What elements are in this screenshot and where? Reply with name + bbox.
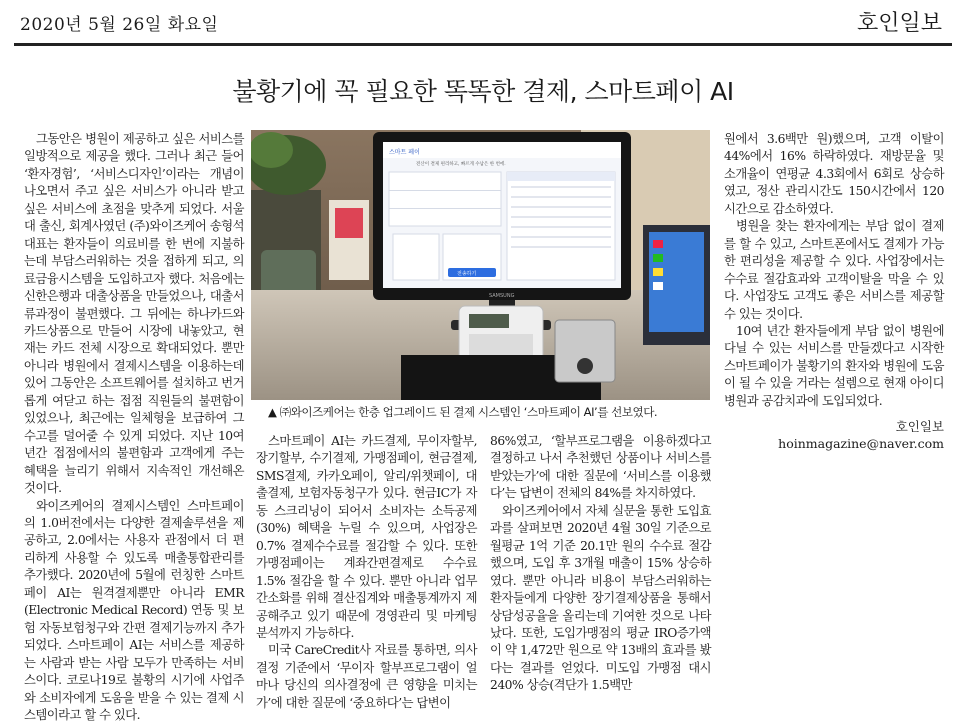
article-column-1 <box>24 131 244 724</box>
paragraph: 와이즈케어에서 자체 실문을 통한 도입효과를 살펴보면 2020년 4월 30일 기준으로 월평균 1억 기준 20.1만 원의 수수료 절감했으며, 도입 후 3개월 매출이 15% 상승하였다. 뿐만 아니라 비용이 부담스러워하는 환자들에게 다양한 장기결제상품을 통해서 상담성공율을 올리는데 기여한 것으로 나타났다. 또한, 도입가맹점의 평균 IRO증가액이 약 1,472만 원으로 약 13배의 효과를 봤다는 결과를 얻었다. 미도입 가맹점 대시 240% 상승(격단가 1.5백만 <box>490 503 711 693</box>
paragraph: 그동안은 병원이 제공하고 싶은 서비스를 일방적으로 제공을 했다. 그러나 최근 들어 ‘환자경험’, ‘서비스디자인’이라는 개념이 나오면서 주고 싶은 서비스가 아니라 받고 싶은 서비스에 초점을 맞추게 되었다. 서울대 출신, 회계사였던 (주)와이즈케어 송형석 대표는 환자들이 의료비를 한 번에 지불하는데 부담스러워하는 것을 접하게 되고, 의료금융시스템을 도입하고자 했다. 처음에는 신한은행과 대출상품을 만들었으나, 대출서류과정이 불편했다. 그 뒤에는 하나카드와 카드상품으로 만들어 시장에 내놓았고, 현재는 카드 전체 시장으로 확대되었다. 뿐만 아니라 병원에서 결제시스템을 이용하는데 있어 그동안은 소프트웨어를 설치하고 번거롭게 여닫고 하는 접점 직원들의 불편함이 있었으나, 최근에는 일체형을 보급하여 그 수고를 덜어줄 수 있게 되었다. 지난 10여 년간 접점에서의 불편함과 고객에게 주는 혜택을 늘리기 위해서 지속적인 개선해온 것이다. <box>24 132 244 496</box>
publication-name: 호인일보 <box>856 11 942 36</box>
masthead-rule <box>14 43 952 46</box>
screen-notice-label: 전산이 결제 편리하고, 빠르게 수납은 한 번에. <box>416 162 506 167</box>
screen-brand-label: 스마트 페이 <box>389 149 420 156</box>
issue-date: 2020년 5월 26일 화요일 <box>20 15 219 35</box>
payment-terminal-illustration <box>251 130 710 400</box>
monitor-brand-label: SAMSUNG <box>489 293 515 299</box>
article-column-4 <box>724 131 944 410</box>
headline: 불황기에 꼭 필요한 똑똑한 결제, 스마트페이 AI <box>232 77 734 106</box>
paragraph: 원에서 3.6백만 원)했으며, 고객 이탈이 44%에서 16% 하락하였다. 재방문율 및 소개율이 연평균 4.3회에서 6회로 상승하였고, 정산 관리시간도 150시간에서 120시간으로 감소하였다. <box>724 132 944 216</box>
paragraph: 10여 년간 환자들에게 부담 없이 병원에 다닐 수 있는 서비스를 만들겠다고 시작한 스마트페이가 불황기의 환자와 병원에 도움이 될 수 있을 거라는 설렘으로 현재 아이디병원과 공감치과에 도입되었다. <box>724 323 944 408</box>
byline-email[interactable]: hoinmagazine@naver.com <box>778 436 944 451</box>
paragraph: 86%였고, ‘할부프로그램을 이용하겠다고 결정하고 나서 추천했던 상품이나 서비스를 받았는가’에 대한 질문에 ‘서비스를 이용했다’는 답변이 전체의 84%를 차지하였다. <box>490 434 711 501</box>
byline-name: 호인일보 <box>895 419 944 434</box>
article-column-2 <box>256 433 477 712</box>
article-photo <box>251 130 710 400</box>
paragraph: 스마트페이 AI는 카드결제, 무이자할부, 장기할부, 수기결제, 가맹점페이, 현금결제, SMS결제, 카카오페이, 알리/위챗페이, 대출결제, 보험자동청구가 있다. 현금IC가 자동 스크리닝이 되어서 소비자는 소득공제(30%) 혜택을 누릴 수 있으며, 사업장은 0.7% 결제수수료를 절감할 수 있다. 또한 가맹점페이는 계좌간편결제로 수수료 1.5% 절감을 할 수 있다. 뿐만 아니라 업무간소화를 위해 결산집계와 매출통계까지 제공해주고 있기 때문에 경영관리 및 마케팅 분석까지 가능하다. <box>256 434 477 640</box>
photo-caption: ▲ ㈜와이즈케어는 한층 업그레이드 된 결제 시스템인 ‘스마트페이 AI’를 선보였다. <box>268 405 658 419</box>
article-column-3 <box>490 433 711 695</box>
screen-send-button-label: 전송하기 <box>457 271 477 277</box>
paragraph: 병원을 찾는 환자에게는 부담 없이 결제를 할 수 있고, 스마트폰에서도 결제가 가능한 편리성을 제공할 수 있다. 사업장에서는 수수료 절감효과와 고객이탈을 막을 수 있다. 사업장도 고객도 좋은 서비스를 제공할 수 있는 것이다. <box>724 219 944 321</box>
masthead <box>0 0 966 44</box>
paragraph: 와이즈케어의 결제시스템인 스마트페이의 1.0버전에서는 다양한 결제솔루션을 제공하고, 2.0에서는 사용자 관점에서 더 편리하게 사용할 수 있도록 매출통합관리를 추가했다. 2020년에 5월에 런칭한 스마트페이 AI는 원격결제뿐만 아니라 EMR (Electronic Medical Record) 연동 및 보험 자동보험청구와 간편 결제기능까지 추가되었다. 스마트페이 AI는 서비스를 제공하는 사람과 받는 사람 모두가 만족하는 서비스이다. 코로나19로 불황의 시기에 사업주와 소비자에게 도움을 받을 수 있는 결제 시스템이라고 할 수 있다. <box>24 498 244 722</box>
paragraph: 미국 CareCredit사 자료를 통하면, 의사결정 기준에서 ‘무이자 할부프로그램이 얼마나 당신의 의사결정에 큰 영향을 미치는가’에 대한 질문에 ‘중요하다’는 답변이 <box>256 643 477 710</box>
